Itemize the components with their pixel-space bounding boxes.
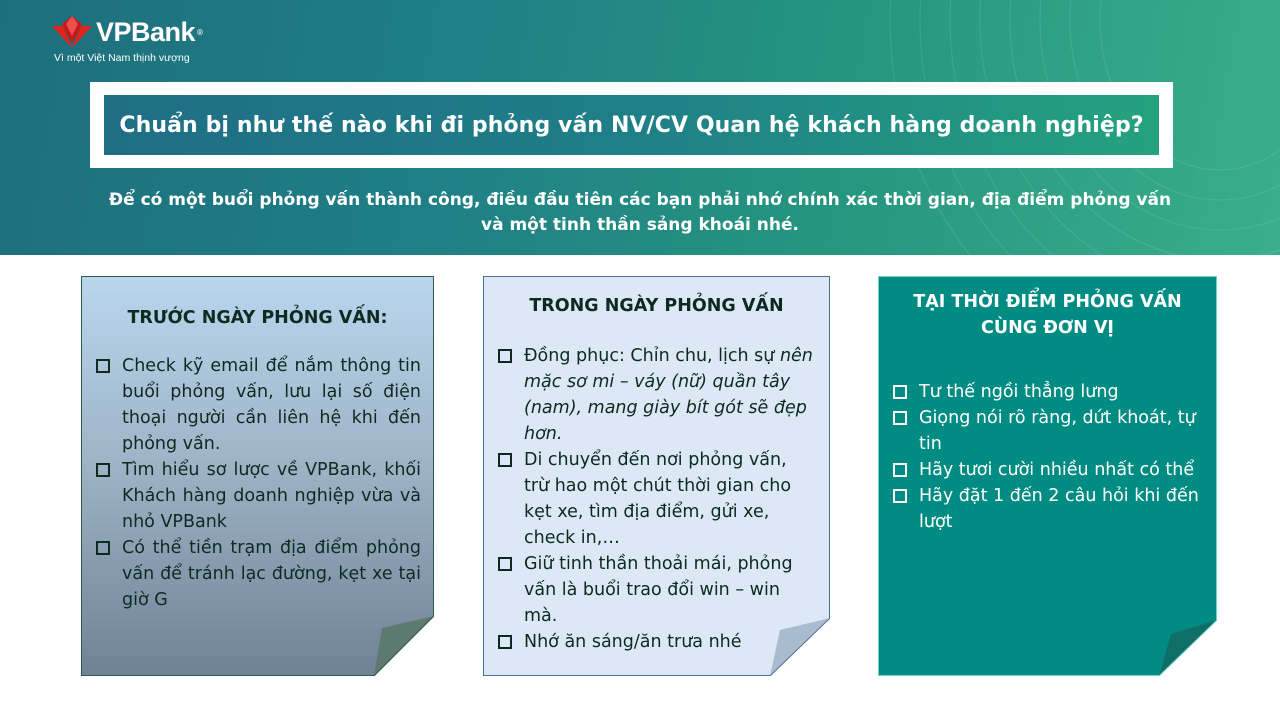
brand-tagline: Vì một Việt Nam thịnh vượng [54, 52, 190, 64]
list-item: Check kỹ email để nắm thông tin buổi phỏng vấn, lưu lại số điện thoại người cần liên hệ khi đến phỏng vấn. [94, 353, 421, 457]
list-item: Tư thế ngồi thẳng lưng [891, 379, 1204, 405]
list-item: Tìm hiểu sơ lược về VPBank, khối Khách hàng doanh nghiệp vừa và nhỏ VPBank [94, 457, 421, 535]
list-item: Di chuyển đến nơi phỏng vấn, trừ hao một chút thời gian cho kẹt xe, tìm địa điểm, gửi xe, check in,… [496, 447, 817, 551]
checklist [891, 379, 1204, 535]
subtitle-line-2: và một tinh thần sảng khoái nhé. [481, 215, 799, 235]
checkbox-icon [96, 541, 110, 555]
checkbox-icon [893, 411, 907, 425]
checklist [94, 353, 421, 613]
checkbox-icon [96, 359, 110, 373]
header-banner [0, 0, 1280, 255]
registered-mark-icon: ® [196, 27, 205, 37]
list-item: Hãy đặt 1 đến 2 câu hỏi khi đến lượt [891, 483, 1204, 535]
card-interview-day [483, 276, 830, 676]
checkbox-icon [893, 385, 907, 399]
vpbank-logo-icon [50, 14, 94, 50]
page-fold-icon [1159, 620, 1217, 676]
checkbox-icon [96, 463, 110, 477]
list-item: Nhớ ăn sáng/ăn trưa nhé [496, 629, 817, 655]
list-item: Có thể tiền trạm địa điểm phỏng vấn để tránh lạc đường, kẹt xe tại giờ G [94, 535, 421, 613]
list-item: Đồng phục: Chỉn chu, lịch sự nên mặc sơ mi – váy (nữ) quần tây (nam), mang giày bít gót sẽ đẹp hơn. [496, 343, 817, 447]
title-box [104, 95, 1159, 155]
page-subtitle [80, 188, 1200, 238]
card-title: TRONG NGÀY PHỎNG VẤN [529, 296, 784, 316]
brand-name: VPBank [96, 16, 196, 47]
checklist [496, 343, 817, 655]
checkbox-icon [498, 557, 512, 571]
list-item: Giọng nói rõ ràng, dứt khoát, tự tin [891, 405, 1204, 457]
checkbox-icon [498, 453, 512, 467]
card-title-line-1: TẠI THỜI ĐIỂM PHỎNG VẤN [913, 292, 1182, 312]
subtitle-line-1: Để có một buổi phỏng vấn thành công, điều đầu tiên các bạn phải nhớ chính xác thời gian, địa điểm phỏng vấn [108, 190, 1172, 210]
page-fold-icon [374, 616, 434, 676]
page-fold-icon [770, 618, 830, 676]
card-title [879, 289, 1216, 341]
brand-logo[interactable] [50, 14, 204, 64]
checkbox-icon [498, 635, 512, 649]
card-at-interview [878, 276, 1217, 676]
checkbox-icon [893, 463, 907, 477]
checkbox-icon [893, 489, 907, 503]
card-title: TRƯỚC NGÀY PHỎNG VẤN: [127, 308, 388, 328]
title-frame [90, 82, 1173, 168]
card-before-interview [81, 276, 434, 676]
list-item: Hãy tươi cười nhiều nhất có thể [891, 457, 1204, 483]
checkbox-icon [498, 349, 512, 363]
list-item: Giữ tinh thần thoải mái, phỏng vấn là buổi trao đổi win – win mà. [496, 551, 817, 629]
card-title-line-2: CÙNG ĐƠN VỊ [981, 318, 1114, 338]
page-title: Chuẩn bị như thế nào khi đi phỏng vấn NV/CV Quan hệ khách hàng doanh nghiệp? [119, 112, 1144, 138]
